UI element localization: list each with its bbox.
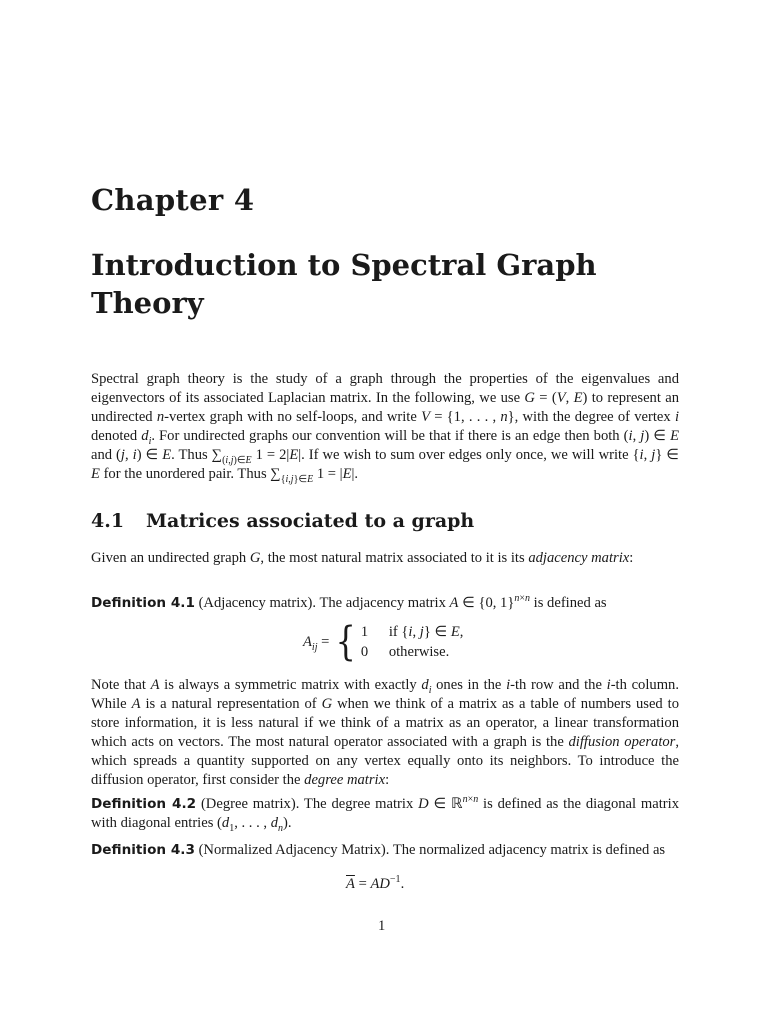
- section-title: Matrices associated to a graph: [146, 510, 475, 532]
- page-number: 1: [378, 918, 386, 934]
- given-paragraph: Given an undirected graph G, the most natural matrix associated to it is its adjacency matrix:: [91, 550, 634, 566]
- definition-label: Definition 4.1: [91, 595, 195, 611]
- definition-label: Definition 4.3: [91, 842, 195, 858]
- definition-name: (Normalized Adjacency Matrix).: [198, 842, 390, 858]
- definition-4-2: Definition 4.2 (Degree matrix). The degree matrix D ∈ ℝ$^{n\times n}$ is defined as the diagonal matrix with diagonal entries ($d_1$, . . . , $d_n$).: [91, 794, 680, 834]
- case-condition: if {i, j} ∈ E,: [388, 624, 464, 640]
- definition-name: (Adjacency matrix).: [198, 595, 317, 611]
- chapter-label: Chapter 4: [91, 183, 255, 217]
- section-number: 4.1: [91, 510, 125, 532]
- left-brace: {: [335, 619, 357, 665]
- case-condition: otherwise.: [388, 644, 450, 660]
- note-paragraph: Note that A is always a symmetric matrix with exactly $d_i$ ones in the i-th row and the i-th column. While A is a natural representation of G when we think of a matrix as a table of numbers used to store information, it is less natural if we think of a matrix as an operator, a linear transformation which acts on vectors. The most natural operator associated with a graph is the diffusion operator, which spreads a quantity supported on any vertex equally onto its neighbors. To introduce the diffusion operator, first consider the degree matrix:: [91, 677, 680, 788]
- case-value: 1: [360, 624, 369, 640]
- definition-text: The normalized adjacency matrix is defined as: [392, 842, 666, 858]
- chapter-title: Introduction to Spectral Graph Theory: [91, 248, 597, 320]
- adjacency-equation: $A_{ij}$ = { 1 if {i, j} ∈ E, 0 otherwise.: [303, 619, 464, 665]
- definition-label: Definition 4.2: [91, 796, 197, 812]
- section-heading: [91, 510, 474, 532]
- definition-name: (Degree matrix).: [200, 796, 300, 812]
- normalized-adjacency-equation: $\overline{A} = AD^{-1}$.: [346, 874, 405, 892]
- intro-paragraph: Spectral graph theory is the study of a graph through the properties of the eigenvalues and eigenvectors of its associated Laplacian matrix. In the following, we use G = (V, E) to represent an undirected n-vertex graph with no self-loops, and write V = {1, . . . , n}, with the degree of vertex i denoted $d_i$. For undirected graphs our convention will be that if there is an edge then both (i, j) ∈ E and (j, i) ∈ E. Thus $\sum_{(i,j)\in E}$ 1 = 2|E|. If we wish to sum over edges only once, we will write {i, j} ∈ E for the unordered pair. Thus $\sum_{\{i,j\}\in E}$ 1 = |E|.: [91, 371, 680, 485]
- definition-4-3: [91, 841, 679, 860]
- case-value: 0: [360, 644, 369, 660]
- definition-4-1: Definition 4.1 (Adjacency matrix). The adjacency matrix A ∈ {0, 1}$^{n\times n}$ is defined as: [91, 593, 607, 611]
